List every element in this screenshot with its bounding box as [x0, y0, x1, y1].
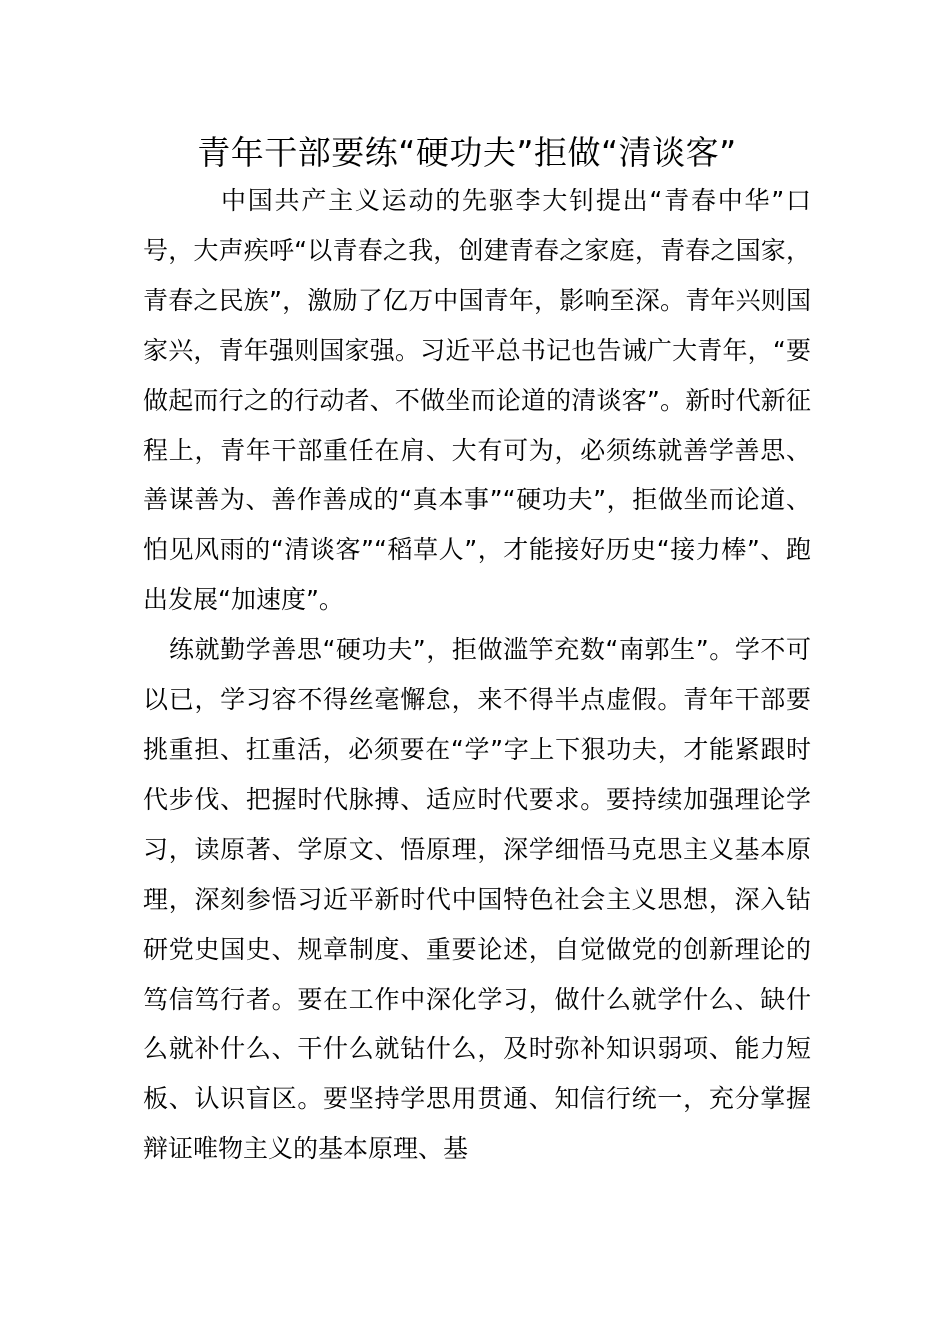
paragraph-2: 练就勤学善思“硬功夫”，拒做滥竽充数“南郭生”。学不可以已，学习容不得丝毫懈怠，来不得半点虚假。青年干部要挑重担、扛重活，必须要在“学”字上下狠功夫，才能紧跟时代步伐、把握时代脉搏、适应时代要求。要持续加强理论学习，读原著、学原文、悟原理，深学细悟马克思主义基本原理，深刻参悟习近平新时代中国特色社会主义思想，深入钻研党史国史、规章制度、重要论述，自觉做党的创新理论的笃信笃行者。要在工作中深化学习，做什么就学什么、缺什么就补什么、干什么就钻什么，及时弥补知识弱项、能力短板、认识盲区。要坚持学思用贯通、知信行统一，充分掌握辩证唯物主义的基本原理、基 — [143, 635, 811, 1164]
document-title: 青年干部要练“硬功夫”拒做“清谈客” — [197, 133, 737, 172]
document-body — [143, 176, 811, 1174]
paragraph-1: 中国共产主义运动的先驱李大钊提出“青春中华”口号，大声疾呼“以青春之我，创建青春之家庭，青春之国家，青春之民族”，激励了亿万中国青年，影响至深。青年兴则国家兴，青年强则国家强。习近平总书记也告诫广大青年，“要做起而行之的行动者、不做坐而论道的清谈客”。新时代新征程上，青年干部重任在肩、大有可为，必须练就善学善思、善谋善为、善作善成的“真本事”“硬功夫”，拒做坐而论道、怕见风雨的“清谈客”“稻草人”，才能接好历史“接力棒”、跑出发展“加速度”。 — [143, 186, 811, 615]
